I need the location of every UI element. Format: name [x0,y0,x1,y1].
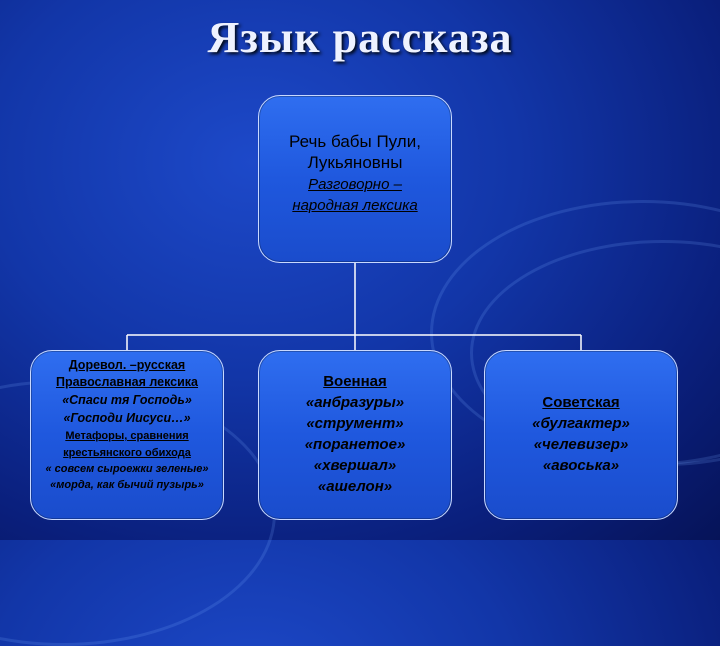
left-node-line: «Господи Иисуси…» [63,411,191,425]
right-node-word: «авоська» [542,457,620,474]
right-node-word: «булгактер» [532,415,630,432]
middle-node-word: «ашелон» [317,478,393,495]
left-node-line: Доревол. –русская [68,358,186,372]
left-node-line: « совсем сыроежки зеленые» [45,463,209,475]
left-node-prerevolutionary [30,350,224,520]
right-node-word: «челевизер» [533,436,629,453]
top-node-speech [258,95,452,263]
right-node-soviet [484,350,678,520]
middle-node-word: «поранетое» [304,436,406,453]
left-node-line: «морда, как бычий пузырь» [50,479,204,491]
top-node-sub-line1: Разговорно – [308,176,402,193]
top-node-sub-line2: народная лексика [292,197,418,214]
middle-node-military [258,350,452,520]
middle-node-word: «хвершал» [313,457,397,474]
right-node-heading: Советская [542,394,620,411]
left-node-line: крестьянского обихода [63,447,191,459]
middle-node-word: «струмент» [306,415,404,432]
slide-title: Язык рассказа [207,13,513,62]
top-node-heading-line2: Лукьяновны [307,153,403,172]
left-node-line: Метафоры, сравнения [65,430,189,442]
middle-node-word: «анбразуры» [305,394,405,411]
top-node-heading-line1: Речь бабы Пули, [289,132,421,151]
left-node-line: Православная лексика [55,375,199,389]
middle-node-heading: Военная [323,373,387,390]
left-node-line: «Спаси тя Господь» [62,393,192,407]
